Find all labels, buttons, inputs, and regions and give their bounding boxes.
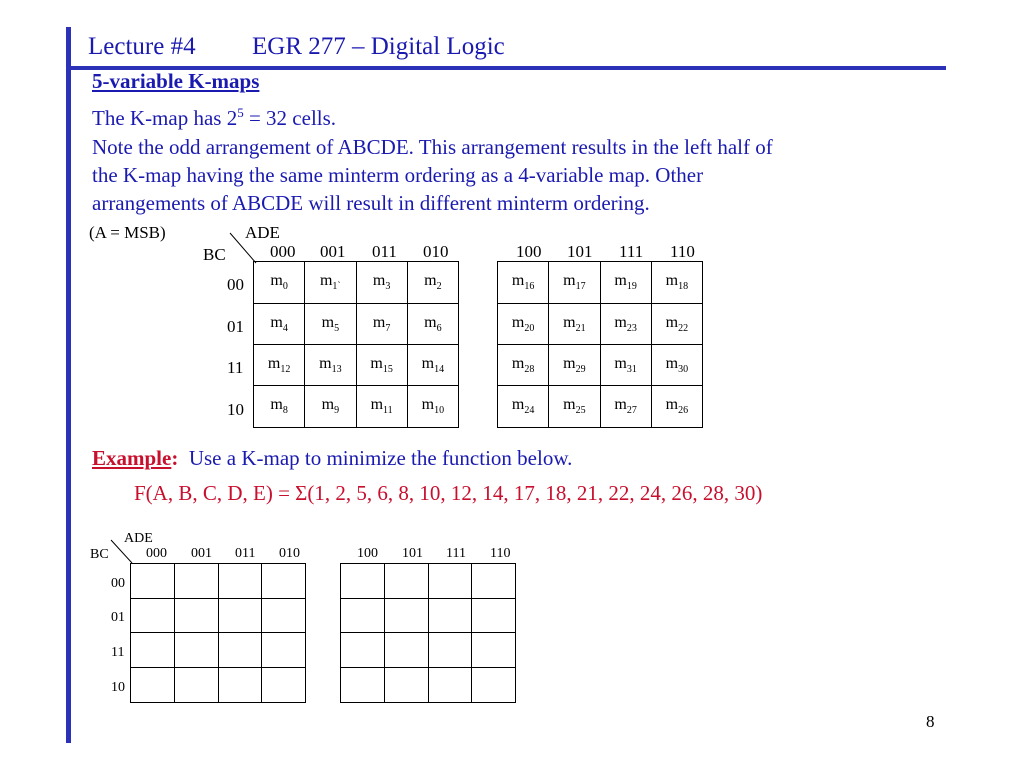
kmap-cell: $m_{12}$ <box>254 345 305 386</box>
kmap2-col-header-110: 110 <box>490 546 511 561</box>
kmap-cell: $m_{1`}$ <box>305 262 356 304</box>
kmap-cell: $m_{11}$ <box>356 386 407 428</box>
kmap-cell: $m_{14}$ <box>407 345 458 386</box>
kmap2-cell[interactable] <box>384 633 428 668</box>
kmap-cell: $m_{16}$ <box>498 262 549 304</box>
kmap-cell: $m_{28}$ <box>498 345 549 386</box>
kmap2-corner-diagonal <box>110 539 134 565</box>
example-colon: : <box>171 446 179 470</box>
kmap2-cell[interactable] <box>262 668 306 703</box>
kmap1-row-header-10: 10 <box>227 400 244 419</box>
kmap2-col-header-101: 101 <box>402 546 423 561</box>
kmap1-col-header-011: 011 <box>372 242 397 261</box>
kmap1-left-grid <box>253 261 459 428</box>
kmap1-col-header-111: 111 <box>619 242 644 261</box>
kmap-cell: $m_3$ <box>356 262 407 304</box>
kmap-cell: $m_{20}$ <box>498 304 549 345</box>
kmap1-col-header-001: 001 <box>320 242 346 261</box>
kmap1-row-header-01: 01 <box>227 317 244 336</box>
cells-text-suffix: = 32 cells. <box>243 106 337 130</box>
kmap-cell: $m_{29}$ <box>549 345 600 386</box>
kmap-cell: $m_7$ <box>356 304 407 345</box>
kmap1-row-header-11: 11 <box>227 358 244 377</box>
note-line: Note the odd arrangement of ABCDE. This arrangement results in the left half of <box>92 135 773 159</box>
kmap2-cell[interactable] <box>428 633 472 668</box>
kmap-cell: $m_{26}$ <box>651 386 702 428</box>
kmap2-cell[interactable] <box>341 633 385 668</box>
kmap2-col-header-000: 000 <box>146 546 167 561</box>
section-heading: 5-variable K-maps <box>92 69 260 93</box>
cells-text-prefix: The K-map has 2 <box>92 106 238 130</box>
kmap2-cell[interactable] <box>262 599 306 633</box>
kmap2-col-header-111: 111 <box>446 546 466 561</box>
kmap-cell: $m_{25}$ <box>549 386 600 428</box>
kmap2-left-grid <box>130 563 306 703</box>
kmap2-col-header-011: 011 <box>235 546 256 561</box>
kmap1-row-header-00: 00 <box>227 275 244 294</box>
kmap2-row-header-01: 01 <box>111 610 125 625</box>
kmap2-cell[interactable] <box>218 599 262 633</box>
kmap1-right-grid <box>497 261 703 428</box>
kmap-cell: $m_0$ <box>254 262 305 304</box>
kmap-cell: $m_{10}$ <box>407 386 458 428</box>
note-paragraph <box>92 133 773 217</box>
kmap-cell: $m_2$ <box>407 262 458 304</box>
course-title: EGR 277 – Digital Logic <box>252 33 505 60</box>
kmap-cell: $m_{18}$ <box>651 262 702 304</box>
kmap2-cell[interactable] <box>218 564 262 599</box>
kmap1-col-header-010: 010 <box>423 242 449 261</box>
kmap-cell: $m_{24}$ <box>498 386 549 428</box>
kmap-cell: $m_4$ <box>254 304 305 345</box>
kmap2-cell[interactable] <box>131 599 175 633</box>
kmap2-row-header-00: 00 <box>111 576 125 591</box>
kmap2-cell[interactable] <box>472 633 516 668</box>
kmap1-col-header-101: 101 <box>567 242 593 261</box>
kmap2-cell[interactable] <box>174 564 218 599</box>
kmap2-row-var: BC <box>90 547 109 562</box>
kmap-cell: $m_5$ <box>305 304 356 345</box>
msb-note: (A = MSB) <box>89 223 166 242</box>
kmap1-col-header-100: 100 <box>516 242 542 261</box>
function-definition: F(A, B, C, D, E) = Σ(1, 2, 5, 6, 8, 10, 12, 14, 17, 18, 21, 22, 24, 26, 28, 30) <box>134 481 763 505</box>
kmap1-col-header-110: 110 <box>670 242 695 261</box>
note-line: arrangements of ABCDE will result in different minterm ordering. <box>92 191 650 215</box>
kmap2-cell[interactable] <box>262 564 306 599</box>
example-text: Use a K-map to minimize the function below. <box>188 446 573 470</box>
left-accent-bar <box>66 27 71 743</box>
kmap2-right-grid <box>340 563 516 703</box>
example-line <box>92 444 572 472</box>
cells-text-exponent: 5 <box>237 105 244 120</box>
kmap2-cell[interactable] <box>174 599 218 633</box>
kmap2-cell[interactable] <box>384 599 428 633</box>
kmap2-cell[interactable] <box>341 668 385 703</box>
kmap-cell: $m_{27}$ <box>600 386 651 428</box>
kmap2-row-header-11: 11 <box>111 645 125 660</box>
kmap-cell: $m_{22}$ <box>651 304 702 345</box>
kmap-cell: $m_{19}$ <box>600 262 651 304</box>
kmap2-cell[interactable] <box>218 633 262 668</box>
kmap1-col-header-000: 000 <box>270 242 296 261</box>
note-line: the K-map having the same minterm ordering as a 4-variable map. Other <box>92 163 704 187</box>
kmap-cell: $m_{21}$ <box>549 304 600 345</box>
kmap-cell: $m_{17}$ <box>549 262 600 304</box>
kmap2-cell[interactable] <box>341 599 385 633</box>
kmap2-cell[interactable] <box>131 564 175 599</box>
kmap2-cell[interactable] <box>384 564 428 599</box>
kmap2-col-header-001: 001 <box>191 546 212 561</box>
kmap-cell: $m_{31}$ <box>600 345 651 386</box>
kmap-cell: $m_{30}$ <box>651 345 702 386</box>
kmap-cell: $m_{15}$ <box>356 345 407 386</box>
kmap-cell: $m_{13}$ <box>305 345 356 386</box>
kmap2-cell[interactable] <box>472 599 516 633</box>
kmap2-cell[interactable] <box>384 668 428 703</box>
kmap2-cell[interactable] <box>472 668 516 703</box>
cells-count-text <box>92 99 336 132</box>
kmap2-cell[interactable] <box>428 599 472 633</box>
kmap-cell: $m_9$ <box>305 386 356 428</box>
kmap2-col-header-010: 010 <box>279 546 300 561</box>
kmap1-col-var: ADE <box>245 223 280 242</box>
kmap2-cell[interactable] <box>341 564 385 599</box>
kmap1-row-var: BC <box>203 245 226 264</box>
kmap2-col-header-100: 100 <box>357 546 378 561</box>
kmap-cell: $m_6$ <box>407 304 458 345</box>
kmap-cell: $m_8$ <box>254 386 305 428</box>
page-number: 8 <box>926 712 935 731</box>
kmap2-cell[interactable] <box>174 668 218 703</box>
kmap2-cell[interactable] <box>472 564 516 599</box>
kmap2-cell[interactable] <box>131 633 175 668</box>
kmap2-cell[interactable] <box>428 564 472 599</box>
kmap2-row-header-10: 10 <box>111 680 125 695</box>
kmap2-cell[interactable] <box>262 633 306 668</box>
kmap2-cell[interactable] <box>428 668 472 703</box>
kmap2-col-var: ADE <box>124 531 153 546</box>
lecture-label: Lecture #4 <box>88 33 196 60</box>
example-label: Example <box>92 446 172 470</box>
kmap-cell: $m_{23}$ <box>600 304 651 345</box>
kmap2-cell[interactable] <box>131 668 175 703</box>
kmap2-cell[interactable] <box>174 633 218 668</box>
kmap2-cell[interactable] <box>218 668 262 703</box>
